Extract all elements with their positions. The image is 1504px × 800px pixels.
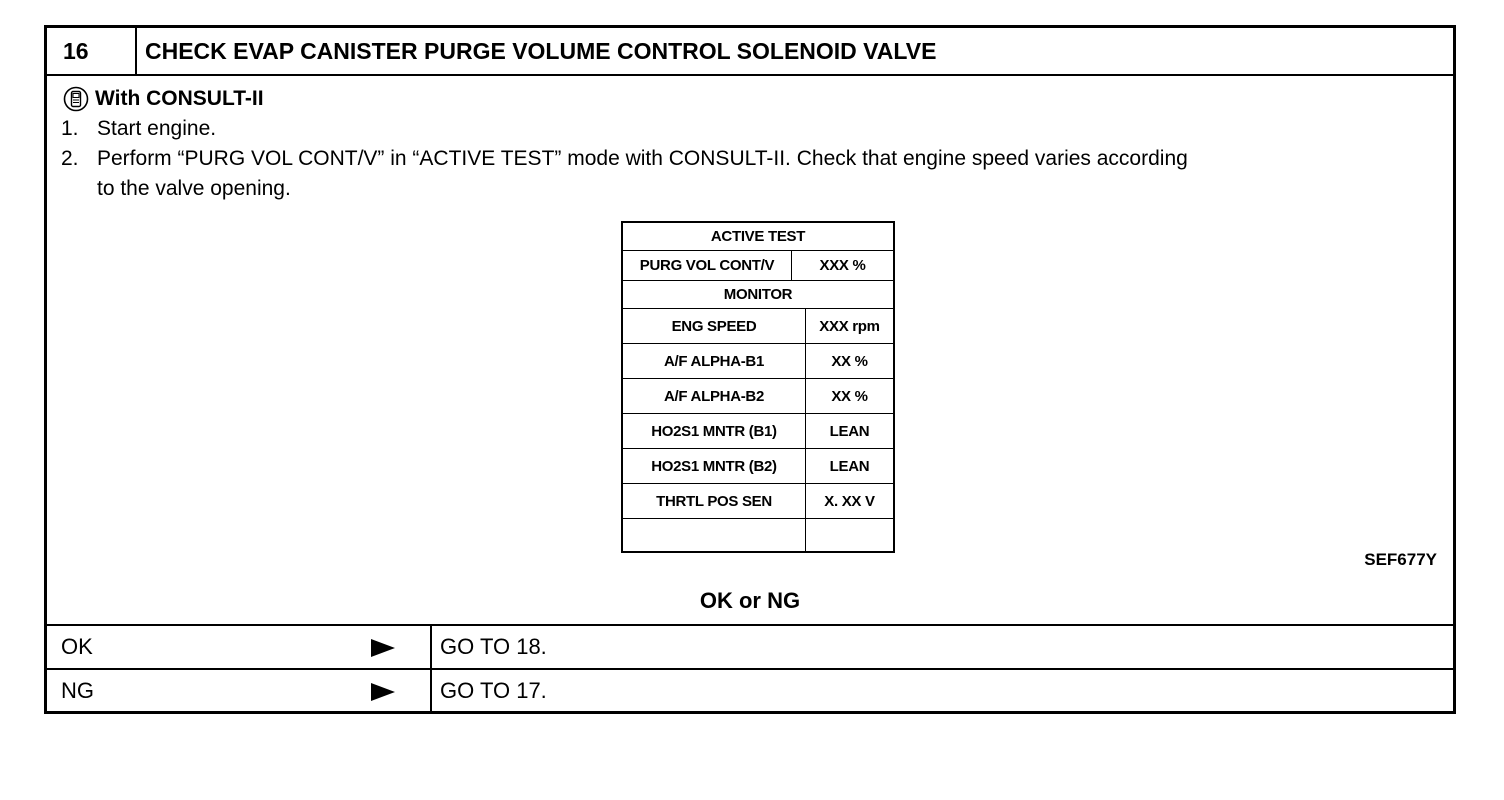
monitor-value: XX % [831,387,868,405]
test-item-value: XXX % [819,257,866,274]
active-test-title: ACTIVE TEST [710,228,806,245]
result-action: GO TO 17. [440,678,547,703]
procedure-title: CHECK EVAP CANISTER PURGE VOLUME CONTROL SOLENOID VALVE [145,38,937,64]
monitor-value: X. XX V [824,492,875,510]
monitor-label: ENG SPEED [623,309,806,343]
consult-heading [63,84,264,114]
monitor-label: HO2S1 MNTR (B1) [623,414,806,448]
step-2-text: Perform “PURG VOL CONT/V” in “ACTIVE TEST” mode with CONSULT-II. Check that engine speed varies according [97,147,1188,170]
consult-tool-icon [63,86,89,112]
result-label: OK [61,634,93,659]
result-row-ok [47,624,1453,668]
result-label: NG [61,678,94,703]
with-consult-label: With CONSULT-II [95,87,264,110]
monitor-row [623,379,893,414]
result-divider [430,626,432,668]
monitor-label [623,519,806,551]
step-number: 16 [47,28,137,74]
active-test-title-row [623,223,893,251]
test-item-label: PURG VOL CONT/V [623,251,792,280]
monitor-row [623,344,893,379]
monitor-row [623,449,893,484]
monitor-label: A/F ALPHA-B2 [623,379,806,413]
result-row-ng [47,668,1453,712]
result-prompt: OK or NG [699,588,801,613]
monitor-row [623,414,893,449]
result-action: GO TO 18. [440,634,547,659]
result-divider [430,670,432,712]
step-2-continuation: to the valve opening. [97,177,291,200]
monitor-row-empty [623,519,893,551]
monitor-value: LEAN [829,422,870,440]
figure-reference: SEF677Y [1364,550,1437,569]
arrow-right-icon [370,682,396,702]
step-2 [61,144,1188,174]
step-2-number: 2. [61,147,79,170]
procedure-header [47,28,1453,76]
monitor-value: XX % [831,352,868,370]
monitor-title: MONITOR [723,286,793,303]
monitor-value: LEAN [829,457,870,475]
monitor-row [623,309,893,344]
monitor-label: A/F ALPHA-B1 [623,344,806,378]
step-1-text: Start engine. [97,117,217,140]
monitor-label: HO2S1 MNTR (B2) [623,449,806,483]
active-test-screen [621,221,895,553]
test-item-row [623,251,893,281]
step-1 [61,114,216,144]
arrow-right-icon [370,638,396,658]
monitor-value [806,519,893,551]
procedure-box [44,25,1456,714]
monitor-row [623,484,893,519]
monitor-label: THRTL POS SEN [623,484,806,518]
monitor-value: XXX rpm [819,317,880,335]
procedure-body [47,76,1453,624]
step-1-number: 1. [61,117,79,140]
monitor-title-row [623,281,893,309]
